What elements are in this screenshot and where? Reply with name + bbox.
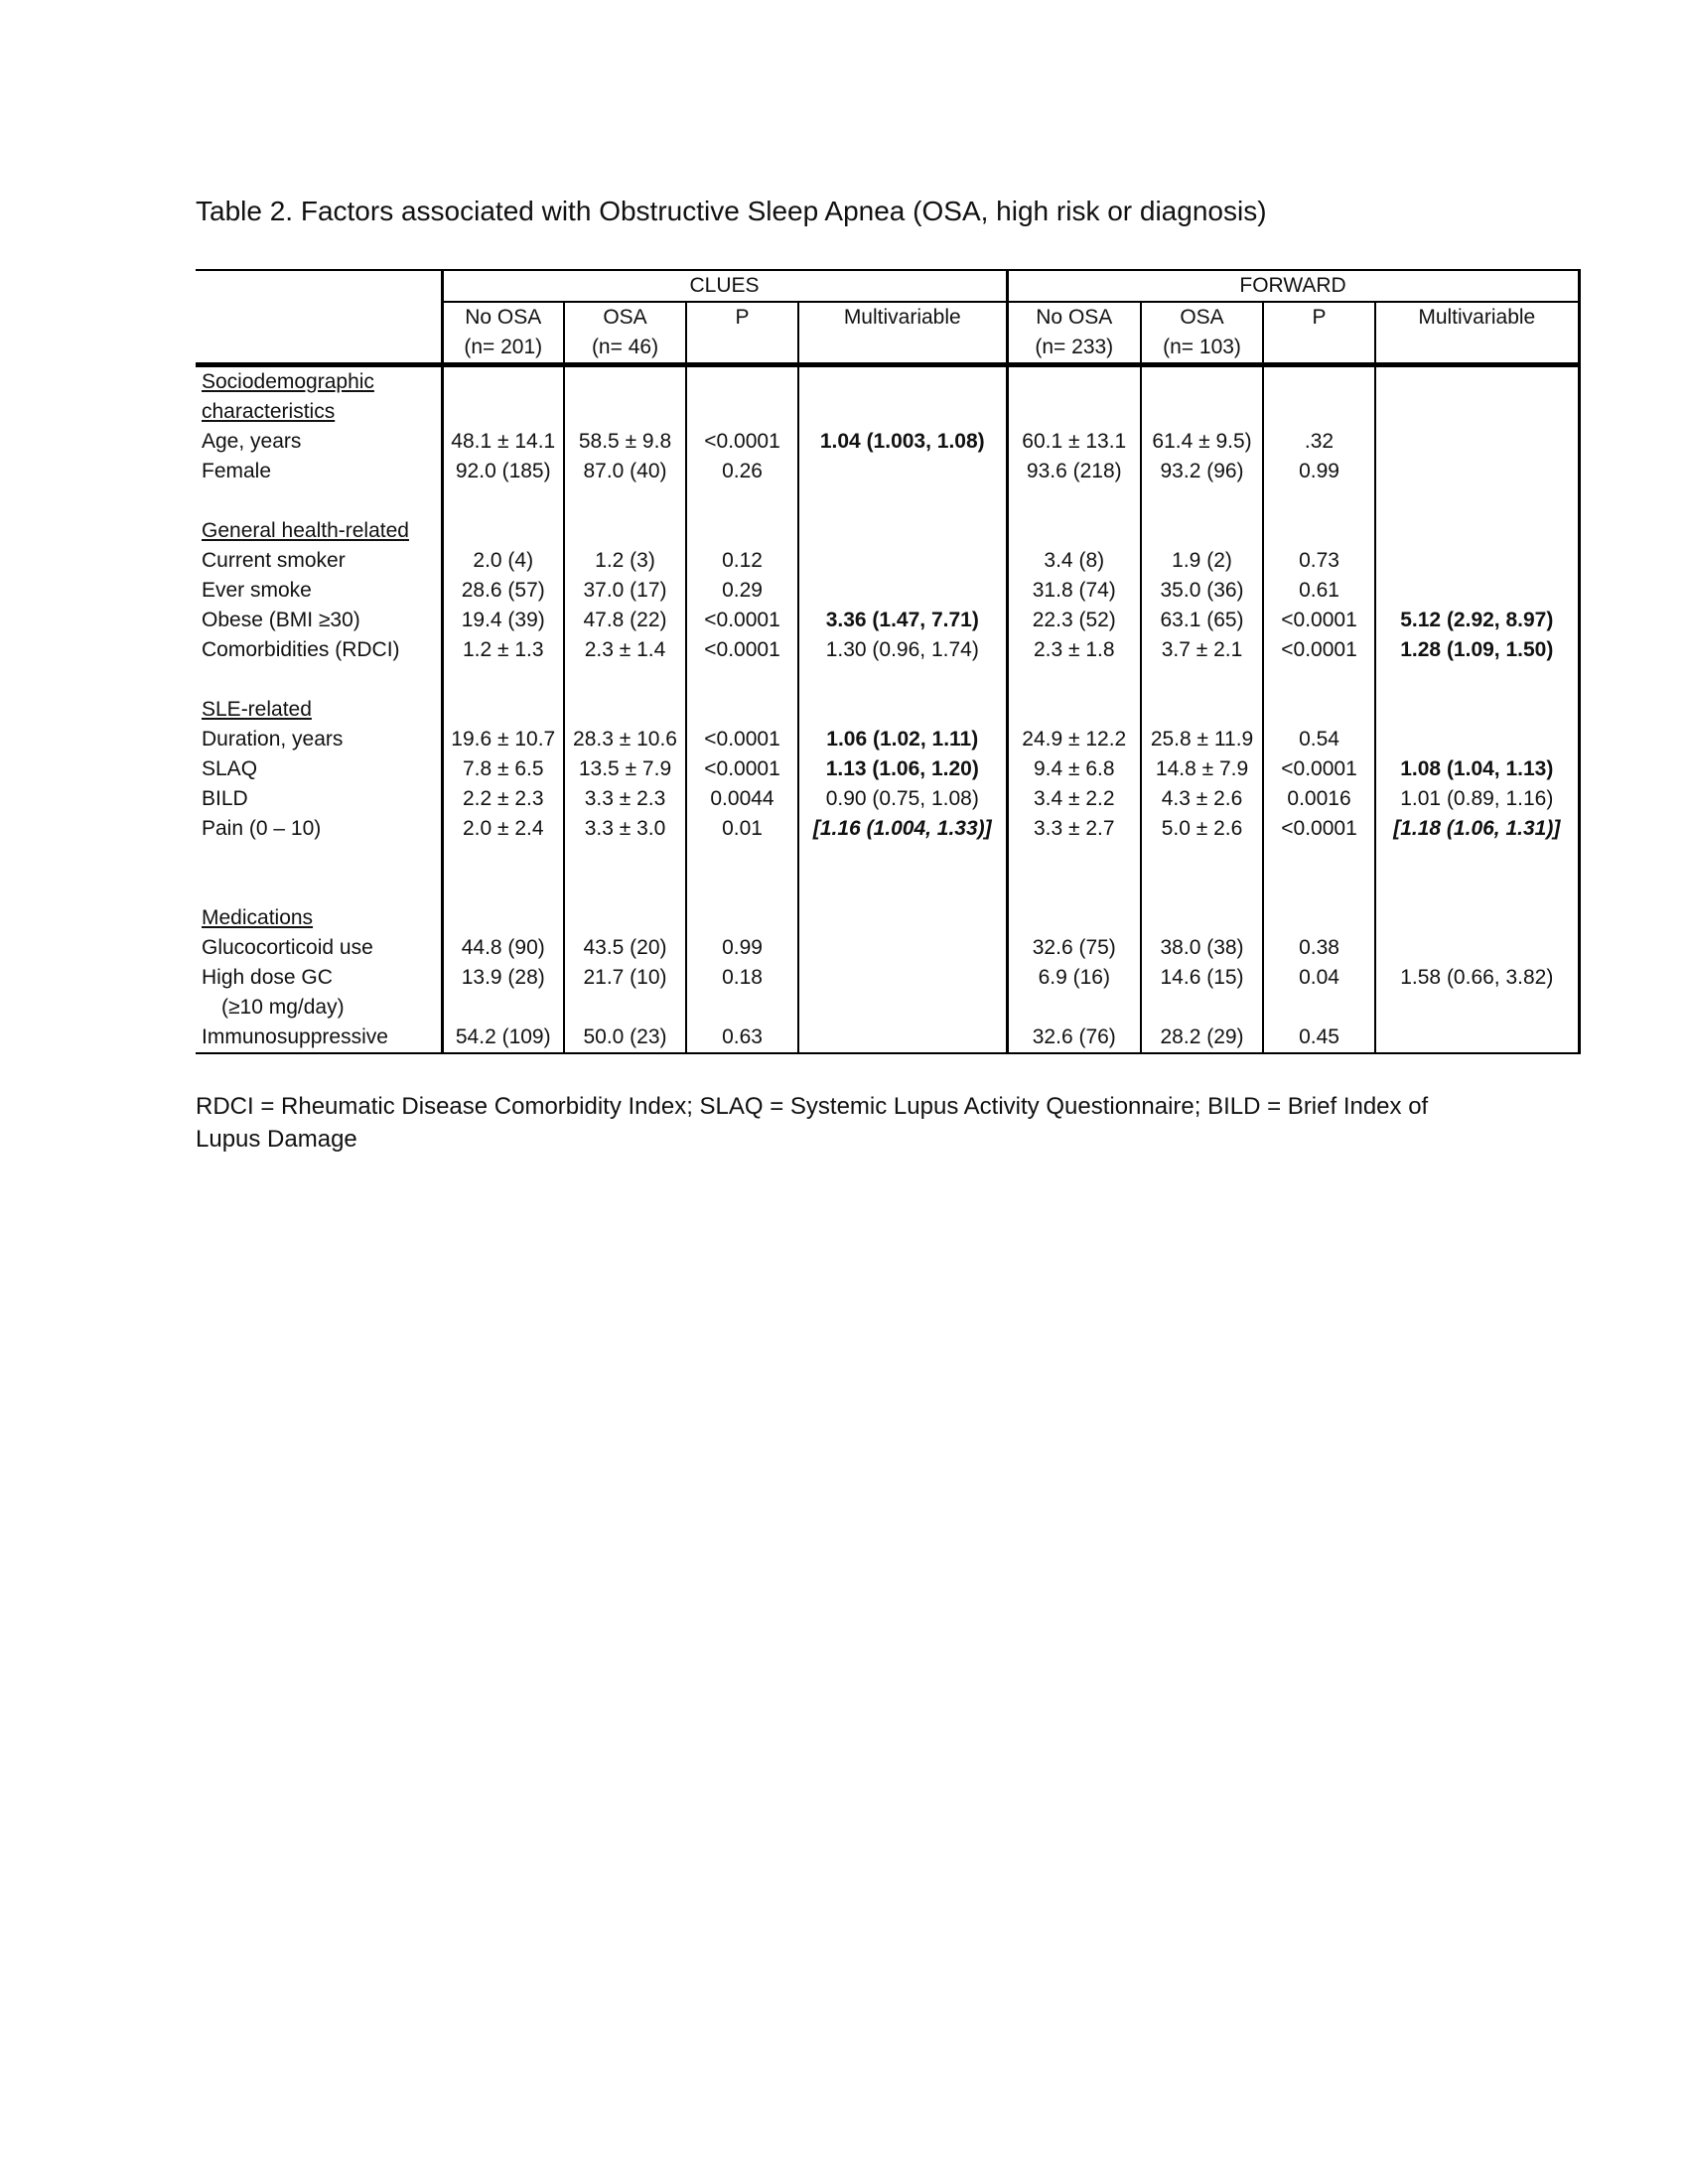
cell — [1375, 725, 1579, 754]
cell — [798, 1023, 1007, 1053]
cell: 2.2 ± 2.3 — [442, 784, 564, 814]
table-row — [196, 725, 1579, 754]
col-clues-multivariable: Multivariable — [798, 302, 1007, 333]
section-row — [196, 516, 1579, 546]
row-label: Obese (BMI ≥30) — [202, 609, 360, 631]
cell: <0.0001 — [686, 606, 798, 635]
section-row — [196, 365, 1579, 398]
cell: 9.4 ± 6.8 — [1007, 754, 1141, 784]
cell: 0.73 — [1263, 546, 1375, 576]
table-row — [196, 576, 1579, 606]
cell: 21.7 (10) — [564, 963, 686, 993]
cell: 63.1 (65) — [1141, 606, 1263, 635]
cell: <0.0001 — [1263, 814, 1375, 844]
cell — [798, 546, 1007, 576]
cell: 0.04 — [1263, 963, 1375, 993]
cell: 1.04 (1.003, 1.08) — [798, 427, 1007, 457]
cell: 13.5 ± 7.9 — [564, 754, 686, 784]
cell: 0.29 — [686, 576, 798, 606]
row-label: Female — [202, 460, 272, 482]
cell: 93.6 (218) — [1007, 457, 1141, 486]
cell: 19.4 (39) — [442, 606, 564, 635]
cell — [1375, 1023, 1579, 1053]
section-sociodemographic: Sociodemographic — [202, 370, 374, 393]
cell: 0.45 — [1263, 1023, 1375, 1053]
cell: 35.0 (36) — [1141, 576, 1263, 606]
col-clues-no-osa: No OSA — [442, 302, 564, 333]
cell: 32.6 (76) — [1007, 1023, 1141, 1053]
cell: 2.0 ± 2.4 — [442, 814, 564, 844]
section-row — [196, 903, 1579, 933]
cell: 2.3 ± 1.8 — [1007, 635, 1141, 665]
row-label: SLAQ — [202, 757, 258, 780]
cell: [1.16 (1.004, 1.33)] — [798, 814, 1007, 844]
table-row — [196, 754, 1579, 784]
cell: 61.4 ± 9.5) — [1141, 427, 1263, 457]
cell: 28.2 (29) — [1141, 1023, 1263, 1053]
n-fwd-osa: (n= 103) — [1141, 333, 1263, 365]
cell: 60.1 ± 13.1 — [1007, 427, 1141, 457]
table-row — [196, 635, 1579, 665]
n-clues-osa: (n= 46) — [564, 333, 686, 365]
row-label: High dose GC — [202, 966, 333, 989]
group-forward: FORWARD — [1007, 270, 1579, 302]
cell: 1.28 (1.09, 1.50) — [1375, 635, 1579, 665]
group-clues: CLUES — [442, 270, 1007, 302]
row-label: Immunosuppressive — [196, 1023, 442, 1053]
table-row — [196, 546, 1579, 576]
col-fwd-p: P — [1263, 302, 1375, 333]
row-label-continued: (≥10 mg/day) — [221, 996, 345, 1019]
cell: <0.0001 — [686, 635, 798, 665]
section-sle-related: SLE-related — [202, 698, 312, 721]
cell: 48.1 ± 14.1 — [442, 427, 564, 457]
cell: 25.8 ± 11.9 — [1141, 725, 1263, 754]
cell: 22.3 (52) — [1007, 606, 1141, 635]
cell: 3.7 ± 2.1 — [1141, 635, 1263, 665]
cell: 0.99 — [686, 933, 798, 963]
section-row — [196, 397, 1579, 427]
cell: 0.26 — [686, 457, 798, 486]
table-row — [196, 457, 1579, 486]
col-fwd-osa: OSA — [1141, 302, 1263, 333]
cell: 0.0044 — [686, 784, 798, 814]
cell: <0.0001 — [686, 427, 798, 457]
row-label: Current smoker — [202, 549, 346, 572]
cell: [1.18 (1.06, 1.31)] — [1375, 814, 1579, 844]
column-n-row — [196, 333, 1579, 365]
cell: 5.12 (2.92, 8.97) — [1375, 606, 1579, 635]
row-label: Glucocorticoid use — [202, 936, 373, 959]
cell: 0.0016 — [1263, 784, 1375, 814]
cell: 58.5 ± 9.8 — [564, 427, 686, 457]
cell: 93.2 (96) — [1141, 457, 1263, 486]
cell: 0.38 — [1263, 933, 1375, 963]
row-label: Comorbidities (RDCI) — [202, 638, 400, 661]
col-clues-osa: OSA — [564, 302, 686, 333]
table-title: Table 2. Factors associated with Obstructive Sleep Apnea (OSA, high risk or diagnosis) — [196, 196, 1267, 226]
section-general-health: General health-related — [202, 519, 409, 542]
row-label: BILD — [202, 787, 248, 810]
cell: 3.3 ± 3.0 — [564, 814, 686, 844]
cell: 0.90 (0.75, 1.08) — [798, 784, 1007, 814]
spacer-row — [196, 844, 1579, 874]
cell: 2.3 ± 1.4 — [564, 635, 686, 665]
cell: 0.61 — [1263, 576, 1375, 606]
cell: 44.8 (90) — [442, 933, 564, 963]
cell — [798, 963, 1007, 993]
cell: 32.6 (75) — [1007, 933, 1141, 963]
row-label: Duration, years — [202, 728, 344, 751]
cell — [1375, 427, 1579, 457]
section-medications: Medications — [202, 906, 314, 929]
row-label: Pain (0 – 10) — [202, 817, 322, 840]
cell: 2.0 (4) — [442, 546, 564, 576]
cell — [1375, 457, 1579, 486]
table-row — [196, 993, 1579, 1023]
footnote: RDCI = Rheumatic Disease Comorbidity Index; SLAQ = Systemic Lupus Activity Questionnaire; BILD = Brief Index of Lupus Damage — [196, 1093, 1429, 1153]
cell — [1375, 546, 1579, 576]
cell: 3.4 (8) — [1007, 546, 1141, 576]
table-row — [196, 963, 1579, 993]
cell: 1.2 ± 1.3 — [442, 635, 564, 665]
cell: <0.0001 — [1263, 606, 1375, 635]
cell: 37.0 (17) — [564, 576, 686, 606]
table-row — [196, 606, 1579, 635]
spacer-row — [196, 665, 1579, 695]
cell: 24.9 ± 12.2 — [1007, 725, 1141, 754]
section-sociodemographic-2: characteristics — [202, 400, 336, 423]
cell: 1.01 (0.89, 1.16) — [1375, 784, 1579, 814]
cell: 87.0 (40) — [564, 457, 686, 486]
n-clues-no-osa: (n= 201) — [442, 333, 564, 365]
group-header-row — [196, 270, 1579, 302]
cell: 3.3 ± 2.7 — [1007, 814, 1141, 844]
cell: 50.0 (23) — [564, 1023, 686, 1053]
cell: 47.8 (22) — [564, 606, 686, 635]
table-row — [196, 1023, 1579, 1053]
section-row — [196, 695, 1579, 725]
spacer-row — [196, 486, 1579, 516]
cell: 28.3 ± 10.6 — [564, 725, 686, 754]
col-fwd-multivariable: Multivariable — [1375, 302, 1579, 333]
cell — [798, 576, 1007, 606]
cell — [798, 933, 1007, 963]
cell: 5.0 ± 2.6 — [1141, 814, 1263, 844]
cell: 0.01 — [686, 814, 798, 844]
cell: 92.0 (185) — [442, 457, 564, 486]
cell: 3.4 ± 2.2 — [1007, 784, 1141, 814]
cell: 0.18 — [686, 963, 798, 993]
cell: 7.8 ± 6.5 — [442, 754, 564, 784]
cell — [1375, 933, 1579, 963]
cell: .32 — [1263, 427, 1375, 457]
cell: 0.63 — [686, 1023, 798, 1053]
cell: 3.36 (1.47, 7.71) — [798, 606, 1007, 635]
cell: <0.0001 — [1263, 635, 1375, 665]
cell: 28.6 (57) — [442, 576, 564, 606]
cell: 14.8 ± 7.9 — [1141, 754, 1263, 784]
cell: 1.13 (1.06, 1.20) — [798, 754, 1007, 784]
cell: 0.12 — [686, 546, 798, 576]
table-row — [196, 814, 1579, 844]
spacer-row — [196, 874, 1579, 903]
cell: 19.6 ± 10.7 — [442, 725, 564, 754]
cell: 31.8 (74) — [1007, 576, 1141, 606]
row-label: Age, years — [202, 430, 302, 453]
cell: <0.0001 — [686, 725, 798, 754]
cell: 1.30 (0.96, 1.74) — [798, 635, 1007, 665]
cell: 38.0 (38) — [1141, 933, 1263, 963]
cell: 1.9 (2) — [1141, 546, 1263, 576]
cell: 14.6 (15) — [1141, 963, 1263, 993]
cell: <0.0001 — [686, 754, 798, 784]
cell: 54.2 (109) — [442, 1023, 564, 1053]
row-label: Ever smoke — [202, 579, 312, 602]
n-fwd-no-osa: (n= 233) — [1007, 333, 1141, 365]
col-fwd-no-osa: No OSA — [1007, 302, 1141, 333]
col-clues-p: P — [686, 302, 798, 333]
table-row — [196, 427, 1579, 457]
cell: <0.0001 — [1263, 754, 1375, 784]
table-row — [196, 784, 1579, 814]
cell: 0.54 — [1263, 725, 1375, 754]
cell: 6.9 (16) — [1007, 963, 1141, 993]
cell: 1.08 (1.04, 1.13) — [1375, 754, 1579, 784]
cell: 0.99 — [1263, 457, 1375, 486]
column-header-row — [196, 302, 1579, 333]
cell — [798, 457, 1007, 486]
cell: 13.9 (28) — [442, 963, 564, 993]
cell: 1.58 (0.66, 3.82) — [1375, 963, 1579, 993]
cell: 1.2 (3) — [564, 546, 686, 576]
cell: 3.3 ± 2.3 — [564, 784, 686, 814]
cell — [1375, 576, 1579, 606]
cell: 1.06 (1.02, 1.11) — [798, 725, 1007, 754]
cell: 43.5 (20) — [564, 933, 686, 963]
cell: 4.3 ± 2.6 — [1141, 784, 1263, 814]
results-table — [196, 269, 1581, 1054]
table-row — [196, 933, 1579, 963]
